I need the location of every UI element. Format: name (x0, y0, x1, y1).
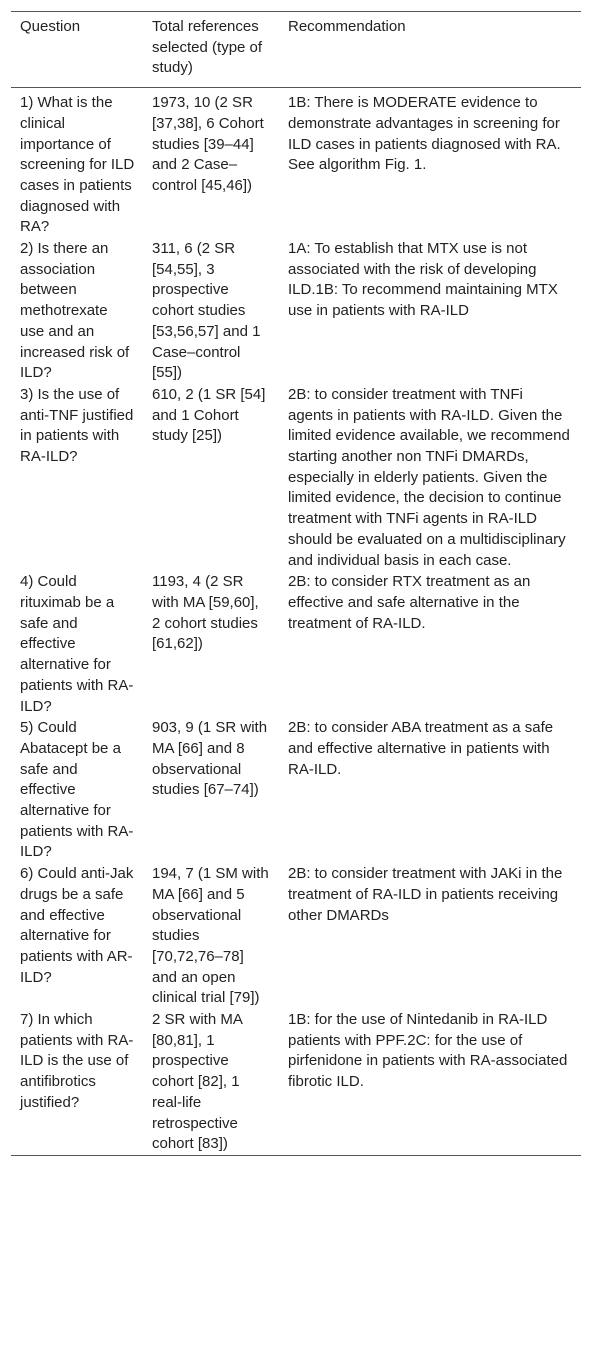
recommendation-cell: 1B: There is MODERATE evidence to demonstrate advantages in screening for ILD cases in patients diagnosed with RA. See algorithm Fig. 1. (288, 94, 561, 174)
recommendations-table-container (11, 11, 581, 1156)
recommendation-cell: 2B: to consider treatment with TNFi agents in patients with RA-ILD. Given the limited evidence available, we recommend starting another non TNFi DMARDs, especially in elderly patients. Given the limited evidence, the decision to continue treatment with TNFi agents in RA-ILD should be evaluated on a multidisciplinary and individual basis in each case. (288, 385, 570, 569)
references-cell: 1193, 4 (2 SR with MA [59,60], 2 cohort studies [61,62]) (152, 573, 259, 653)
question-cell: 5) Could Abatacept be a safe and effective alternative for patients with RA-ILD? (20, 719, 134, 861)
references-cell: 610, 2 (1 SR [54] and 1 Cohort study [25]) (152, 385, 266, 445)
table-row (11, 571, 581, 717)
table-body (11, 88, 581, 1156)
table-row (11, 238, 581, 384)
table-header (11, 12, 581, 88)
question-cell: 3) Is the use of anti-TNF justified in patients with RA-ILD? (20, 385, 134, 466)
table-row (11, 1009, 581, 1155)
header-question: Question (20, 18, 81, 35)
recommendations-table (11, 11, 581, 1156)
table-row (11, 863, 581, 1009)
recommendation-cell: 2B: to consider ABA treatment as a safe and effective alternative in patients with RA-ILD. (288, 719, 554, 778)
question-cell: 2) Is there an association between methotrexate use and an increased risk of ILD? (20, 240, 130, 382)
header-references: Total references selected (type of study) (152, 18, 263, 77)
table-row (11, 88, 581, 238)
recommendation-cell: 1A: To establish that MTX use is not associated with the risk of developing ILD.1B: To recommend maintaining MTX use in patients with RA-ILD (288, 240, 558, 320)
references-cell: 903, 9 (1 SR with MA [66] and 8 observational studies [67–74]) (152, 719, 268, 799)
question-cell: 4) Could rituximab be a safe and effective alternative for patients with RA-ILD? (20, 573, 134, 715)
question-cell: 6) Could anti-Jak drugs be a safe and effective alternative for patients with AR-ILD? (20, 865, 134, 986)
question-cell: 7) In which patients with RA-ILD is the use of antifibrotics justified? (20, 1011, 134, 1111)
references-cell: 194, 7 (1 SM with MA [66] and 5 observational studies [70,72,76–78] and an open clinical trial [79]) (152, 865, 269, 1007)
recommendation-cell: 2B: to consider treatment with JAKi in the treatment of RA-ILD in patients receiving other DMARDs (288, 865, 563, 924)
references-cell: 311, 6 (2 SR [54,55], 3 prospective cohort studies [53,56,57] and 1 Case–control [55]) (152, 240, 261, 382)
table-row (11, 384, 581, 571)
references-cell: 1973, 10 (2 SR [37,38], 6 Cohort studies [39–44] and 2 Case–control [45,46]) (152, 94, 264, 194)
question-cell: 1) What is the clinical importance of screening for ILD cases in patients diagnosed with RA? (20, 94, 135, 236)
recommendation-cell: 2B: to consider RTX treatment as an effective and safe alternative in the treatment of RA-ILD. (288, 573, 531, 632)
references-cell: 2 SR with MA [80,81], 1 prospective cohort [82], 1 real-life retrospective cohort [83]) (152, 1011, 243, 1153)
table-row (11, 717, 581, 863)
header-row (11, 12, 581, 88)
recommendation-cell: 1B: for the use of Nintedanib in RA-ILD patients with PPF.2C: for the use of pirfenidone in patients with RA-associated fibrotic ILD. (288, 1011, 568, 1091)
header-recommendation: Recommendation (288, 18, 406, 35)
